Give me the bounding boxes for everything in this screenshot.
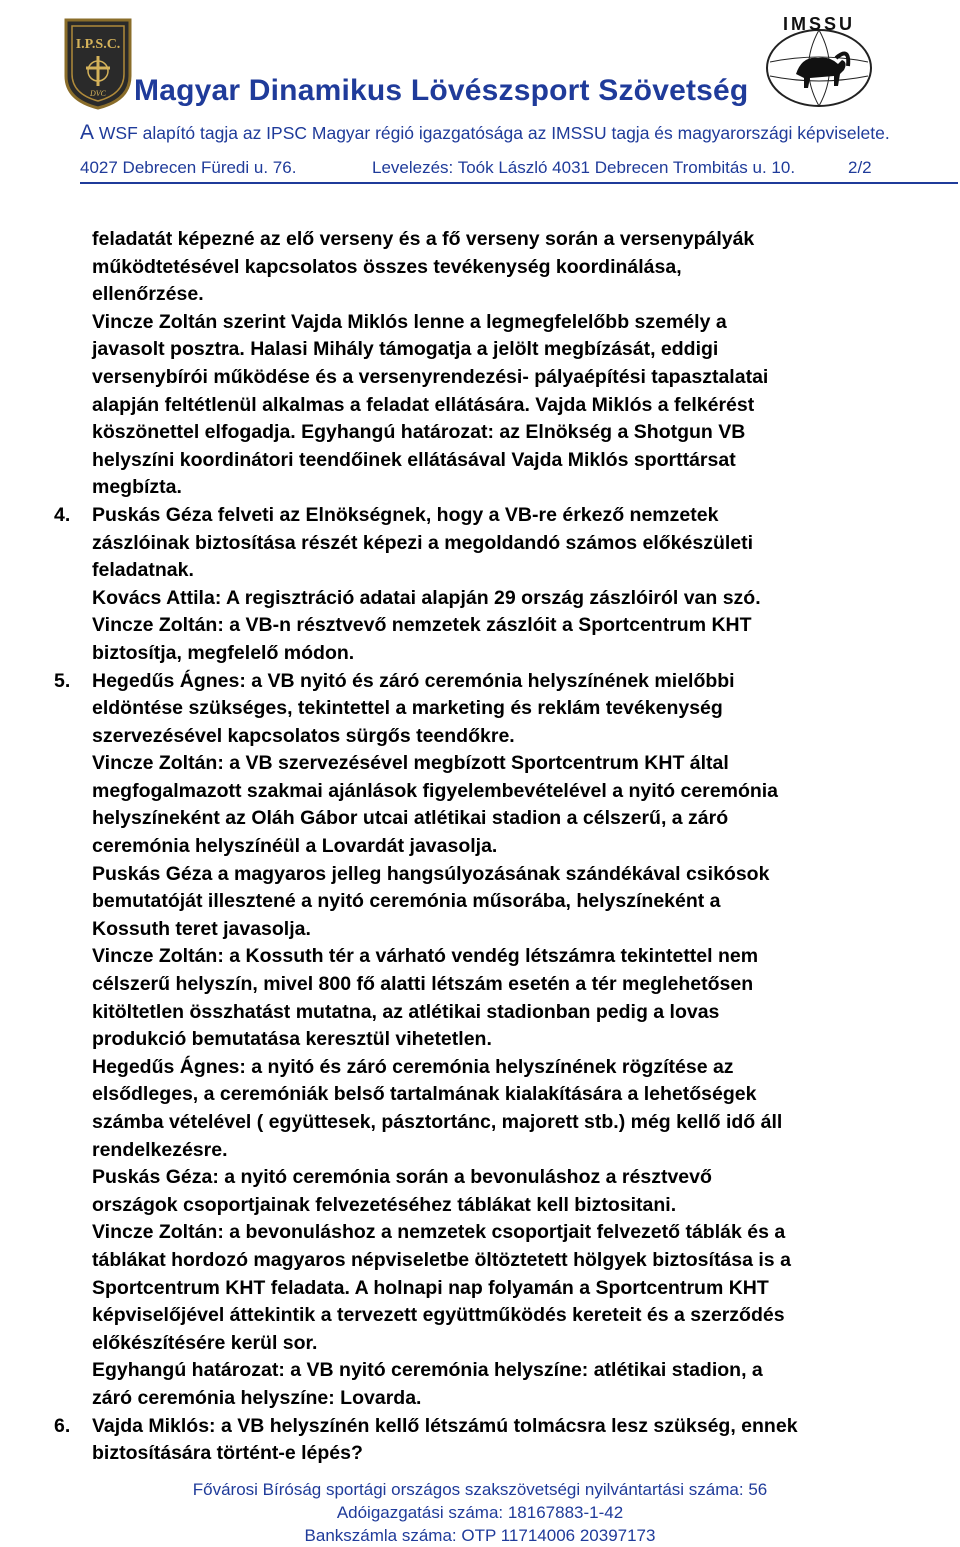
paragraph-text: feladatát képezné az elő verseny és a fő verseny során a versenypályák működtetésével kapcsolatos összes tevékenység koordinálása, ellenőrzése. Vincze Zoltán szerint Vajda Miklós lenne a legmegfelelőbb személy a javasolt posztra. Halasi Mihály támogatja a jelölt megbízását, eddigi versenybírói működése és a versenyrendezési- pályaépítési tapasztalatai alapján feltétlenül alkalmas a feladat ellátására. Vajda Miklós a felkérést köszönettel elfogadja. Egyhangú határozat: az Elnökség a Shotgun VB helyszíni koordinátori teendőinek ellátásával Vajda Miklós sporttársat megbízta.: [92, 228, 769, 499]
agenda-item-4: [0, 502, 960, 668]
paragraph-text: Vajda Miklós: a VB helyszínén kellő létszámú tolmácsra lesz szükség, ennek biztosítására történt-e lépés?: [92, 1414, 798, 1465]
paragraph-text: Puskás Géza felveti az Elnökségnek, hogy a VB-re érkező nemzetek zászlóinak biztosítása részét képezi a megoldandó számos előkészületi feladatnak. Kovács Attila: A regisztráció adatai alapján 29 ország zászlóiról van szó. Vincze Zoltán: a VB-n résztvevő nemzetek zászlóit a Sportcentrum KHT biztosítja, megfelelő módon.: [92, 503, 761, 664]
tax-number: Adóigazgatási száma: 18167883-1-42: [336, 1503, 624, 1522]
organization-name: Magyar Dinamikus Lövészsport Szövetség: [134, 74, 749, 107]
ipsc-logo-sub: DVC: [90, 89, 106, 98]
letterhead: [0, 0, 960, 190]
ipsc-logo: [62, 16, 134, 110]
page-number: 2/2: [848, 158, 872, 177]
page-footer: [0, 1478, 960, 1547]
item-number: 6.: [54, 1414, 71, 1437]
organization-subtitle: [80, 121, 890, 145]
agenda-item-5: [0, 668, 960, 1413]
bank-account: Bankszámla száma: OTP 11714006 20397173: [304, 1526, 656, 1545]
imssu-logo: [758, 12, 880, 110]
subtitle-text: WSF alapító tagja az IPSC Magyar régió igazgatósága az IMSSU tagja és magyarországi képviselete.: [94, 123, 890, 143]
registry-number: Fővárosi Bíróság sportági országos szakszövetségi nyilvántartási száma: 56: [192, 1480, 768, 1499]
ipsc-logo-text: I.P.S.C.: [75, 37, 121, 52]
item-number: 4.: [54, 503, 71, 526]
header-divider: [80, 182, 958, 184]
document-body: [0, 226, 960, 1468]
subtitle-initial: A: [80, 121, 95, 144]
imssu-logo-text: IMSSU: [782, 14, 856, 34]
paragraph-text: Hegedűs Ágnes: a VB nyitó és záró ceremónia helyszínének mielőbbi eldöntése szükséges, tekintettel a marketing és reklám tevékenység szervezésével kapcsolatos sürgős teendőkre. Vincze Zoltán: a VB szervezésével megbízott Sportcentrum KHT által megfogalmazott szakmai ajánlások figyelembevételével a nyitó ceremónia helyszíneként az Oláh Gábor utcai atlétikai stadion a célszerű, a záró ceremónia helyszínéül a Lovardát javasolja. Puskás Géza a magyaros jelleg hangsúlyozásának szándékával csikósok bemutatóját illesztené a nyitó ceremónia műsorába, helyszíneként a Kossuth teret javasolja. Vincze Zoltán: a Kossuth tér a várható vendég létszámra tekintettel nem célszerű helyszín, mivel 800 fő alatti létszám esetén a tér meglehetősen kitöltetlen összhatást mutatna, az atlétikai stadionban pedig a lovas produkció bemutatása keresztül vihetetlen. Hegedűs Ágnes: a nyitó és záró ceremónia helyszínének rögzítése az elsődleges, a ceremóniák belső tartalmának kialakítására a lehetőségek számba vételével ( együttesek, pásztortánc, majorett stb.) még kellő idő áll rendelkezésre. Puskás Géza: a nyitó ceremónia során a bevonuláshoz a résztvevő országok csoportjainak felvezetéséhez táblákat kell biztositani. Vincze Zoltán: a bevonuláshoz a nemzetek csoportjait felvezető táblák és a táblákat hordozó magyaros népviseletbe öltöztetett hölgyek biztosítása is a Sportcentrum KHT feladata. A holnapi nap folyamán a Sportcentrum KHT képviselőjével áttekintik a tervezett együttműködés kereteit és a szerződés előkészítésére kerül sor. Egyhangú határozat: a VB nyitó ceremónia helyszíne: atlétikai stadion, a záró ceremónia helyszíne: Lovarda.: [92, 669, 791, 1409]
item-number: 5.: [54, 669, 71, 692]
paragraph-continued: [0, 226, 960, 502]
mailing-address: Levelezés: Toók László 4031 Debrecen Trombitás u. 10.: [372, 158, 796, 177]
street-address: 4027 Debrecen Füredi u. 76.: [80, 158, 297, 177]
agenda-item-6: [0, 1413, 960, 1468]
